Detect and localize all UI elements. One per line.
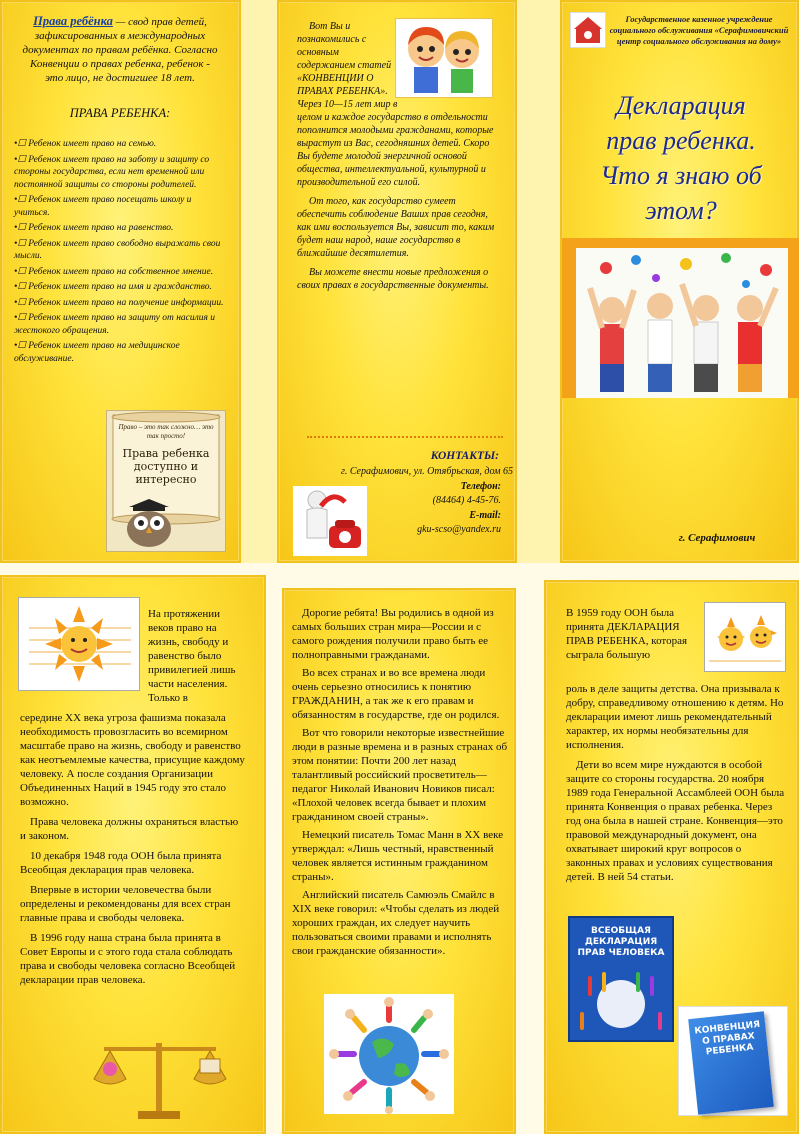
phone-figure-icon bbox=[293, 486, 367, 556]
declaration-paragraph: роль в деле защиты детства. Она призывала к добру, справедливому отношению к детям. Но декларации имеют лишь рекомендательный характер, их нормы необязательны для исполнения. bbox=[566, 683, 784, 751]
cover-title bbox=[568, 88, 794, 228]
rights-item: •☐ Ребенок имеет право на семью. bbox=[14, 139, 157, 149]
convention-text bbox=[297, 20, 497, 298]
panel-cover bbox=[560, 0, 799, 563]
panel-declaration-convention bbox=[544, 580, 799, 1134]
rights-item: •☐ Ребенок имеет право на заботу и защиту со стороны государства, если нет временной или постоянной защиты со стороны родителей. bbox=[14, 154, 210, 190]
rights-item: •☐ Ребенок имеет право на имя и гражданство. bbox=[14, 282, 212, 292]
children-paint-photo bbox=[576, 248, 788, 398]
history-paragraph: 10 декабря 1948 года ООН была принята Всеобщая декларация прав человека. bbox=[20, 850, 222, 876]
rights-list bbox=[14, 138, 228, 368]
declaration-para-wrapped: В 1959 году ООН была принята ДЕКЛАРАЦИЯ ПРАВ РЕБЕНКА, которая сыграла большую bbox=[566, 607, 688, 661]
cover-city: г. Серафимович bbox=[678, 532, 756, 544]
book-title: КОНВЕНЦИЯ О ПРАВАХ РЕБЕНКА bbox=[694, 1019, 761, 1058]
rights-item: •☐ Ребенок имеет право на равенство. bbox=[14, 223, 174, 233]
rights-item: •☐ Ребенок имеет право свободно выражать свои мысли. bbox=[14, 238, 221, 261]
intro-definition: — свод прав детей, зафиксированных в международных документах по правам ребёнка. Согласно Конвенции о правах ребенка, ребенок - это лицо, не достигшее 18 лет. bbox=[22, 16, 218, 84]
convention-book-photo bbox=[678, 1006, 788, 1116]
citizenship-text bbox=[292, 606, 510, 962]
organization-name: Государственное казенное учреждение социального обслуживания «Серафимовичский центр социального обслуживания на дому» bbox=[609, 14, 789, 46]
scales-justice-picture bbox=[84, 1029, 236, 1125]
sun-music-picture bbox=[18, 597, 140, 691]
rights-item: •☐ Ребенок имеет право на получение информации. bbox=[14, 297, 224, 308]
declaration-paragraph: Дети во всем мире нуждаются в особой защите со стороны государства. 20 ноября 1989 года Генеральной Ассамблеей ООН была принята Конвенция о правах ребенка. Через год она была в нашей стране. Конвенция—это правовой международный документ, она охватывает широкий круг вопросов о законных правах и условиях существования детей. В ней 54 статьи. bbox=[566, 759, 785, 883]
contacts-email-label: E-mail: bbox=[469, 510, 501, 521]
declaration-text bbox=[566, 682, 786, 890]
contacts-phone: (84464) 4-45-76. bbox=[432, 495, 501, 506]
declaration-book-cover bbox=[568, 916, 674, 1042]
cover-title-line: Что я знаю об bbox=[600, 161, 762, 190]
panel-citizenship bbox=[282, 588, 516, 1134]
dotted-separator bbox=[307, 436, 503, 438]
rights-intro bbox=[20, 14, 220, 85]
scroll-caption-small: Право – это так сложно… это так просто! bbox=[118, 423, 214, 440]
citizenship-paragraph: Дорогие ребята! Вы родились в одной из самых больших стран мира—России и с самого рождения получили право быть ее полноправными гражданами. bbox=[292, 607, 494, 661]
cover-title-line: прав ребенка. bbox=[606, 126, 756, 155]
panel-gap bbox=[241, 0, 277, 563]
cover-title-line: Декларация bbox=[616, 91, 746, 120]
organization-logo-icon bbox=[570, 12, 606, 48]
history-paragraph: середине XX века угроза фашизма показала необходимость провозгласить во всемирном масштабе право на жизнь, свободу и равенство как неотъемлемые качества, присущие каждому человеку. А после создания Организации Объединенных Наций в 1945 году это стало возможно. bbox=[20, 712, 245, 808]
contacts-address: г. Серафимович, ул. Отябрьская, дом 65 bbox=[341, 466, 513, 477]
contacts-phone-label: Телефон: bbox=[460, 481, 501, 492]
history-para-wrapped: На протяжении веков право на жизнь, свободу и равенство было привилегией лишь части населения. Только в bbox=[148, 608, 236, 704]
scroll-caption-main: Права ребенка доступно и интересно bbox=[122, 447, 210, 486]
citizenship-paragraph: Немецкий писатель Томас Манн в XX веке утверждал: «Лишь честный, нравственный человек является истинным гражданином страны». bbox=[292, 829, 504, 883]
panel-human-rights-history bbox=[0, 575, 266, 1134]
citizenship-paragraph: Английский писатель Самюэль Смайлс в XIX веке говорил: «Чтобы сделать из людей хороших граждан, их следует научить пользоваться своими правами и исполнять свои гражданские обязанности». bbox=[292, 889, 500, 957]
rights-heading: ПРАВА РЕБЕНКА: bbox=[69, 106, 171, 120]
book-title: ВСЕОБЩАЯ ДЕКЛАРАЦИЯ ПРАВ ЧЕЛОВЕКА bbox=[577, 926, 665, 958]
convention-intro: Вот Вы и познакомились с основным содержанием статей «КОНВЕНЦИИ О ПРАВАХ РЕБЕНКА». Через 10—15 лет мир в целом и каждое государство в отдельности пополнится молодыми гражданами, которые вырастут из Вас, сегодняшних детей. Скоро Вы будете молодой энергичной основой общества, интеллектуальной, культурной и производительной его силой. bbox=[297, 21, 494, 188]
contacts-title: КОНТАКТЫ: bbox=[430, 450, 499, 462]
history-paragraph: Права человека должны охраняться властью и законом. bbox=[20, 816, 239, 842]
rights-item: •☐ Ребенок имеет право на собственное мнение. bbox=[14, 266, 214, 277]
convention-paragraph: Вы можете внести новые предложения о своих правах в государственные документы. bbox=[297, 267, 489, 291]
suns-picture bbox=[704, 602, 786, 672]
scroll-owl-picture bbox=[106, 410, 226, 552]
contacts-email[interactable]: gku-scso@yandex.ru bbox=[417, 524, 501, 535]
panel-convention-summary bbox=[277, 0, 517, 563]
history-paragraph: В 1996 году наша страна была принята в Совет Европы и с этого года стала соблюдать права и свободы человека согласно Всеобщей декларации прав человека. bbox=[20, 932, 236, 986]
children-around-globe-picture bbox=[324, 994, 454, 1114]
rights-item: •☐ Ребенок имеет право на защиту от насилия и жестокого обращения. bbox=[14, 313, 216, 336]
intro-term: Права ребёнка bbox=[33, 14, 113, 28]
convention-paragraph: От того, как государство сумеет обеспечить соблюдение Ваших прав сегодня, как ими воспользуется Вы, зависит то, каким будет наш народ, наше государство в ближайшие десятилетия. bbox=[297, 196, 495, 259]
citizenship-paragraph: Вот что говорили некоторые известнейшие люди в разные времена и в разных странах об этом понятии: Почти 200 лет назад талантливый российский просветитель—педагог Николай Иванович Новиков писал: «Плохой человек всегда бывает и плохим гражданином своей страны». bbox=[292, 727, 508, 823]
rights-item: •☐ Ребенок имеет право посещать школу и учиться. bbox=[14, 195, 192, 218]
history-text bbox=[20, 711, 246, 993]
cover-title-line: этом? bbox=[645, 196, 717, 225]
panel-gap bbox=[517, 0, 560, 563]
convention-book-cover bbox=[688, 1011, 774, 1114]
citizenship-paragraph: Во всех странах и во все времена люди очень серьезно относились к понятию ГРАЖДАНИН, а так же к его правам и обязанностям в государстве, где он родился. bbox=[292, 667, 500, 721]
rights-item: •☐ Ребенок имеет право на медицинское обслуживание. bbox=[14, 341, 180, 364]
panel-rights-list bbox=[0, 0, 241, 563]
history-paragraph: Впервые в истории человечества были определены и рекомендованы для всех стран главные права и свободы человека. bbox=[20, 884, 231, 924]
